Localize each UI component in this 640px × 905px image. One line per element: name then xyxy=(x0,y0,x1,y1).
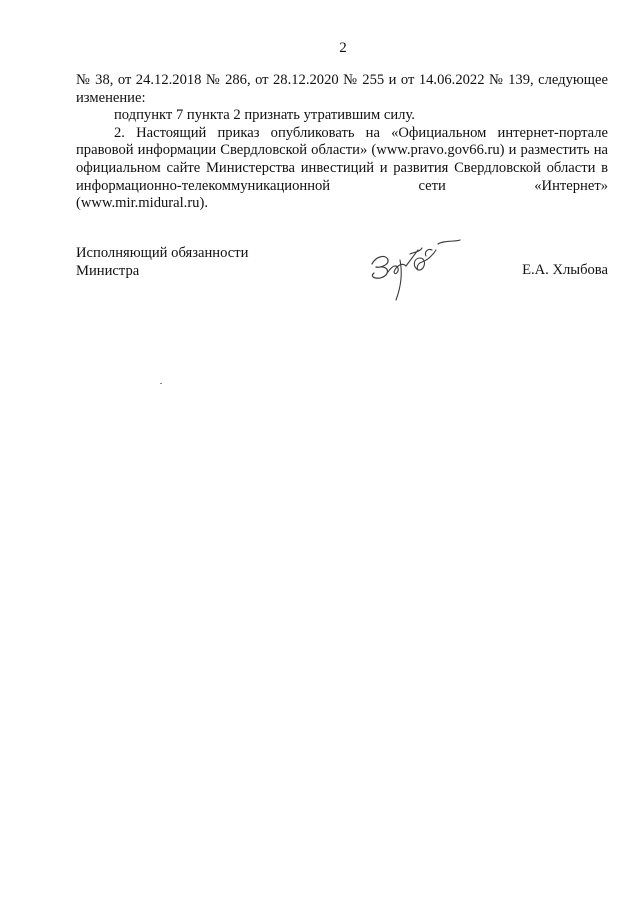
handwritten-signature xyxy=(362,236,472,306)
scan-speck xyxy=(160,383,162,384)
position-line-1: Исполняющий обязанности xyxy=(76,245,249,261)
paragraph-subitem: подпункт 7 пункта 2 признать утратившим силу. xyxy=(114,107,415,124)
document-body xyxy=(76,72,608,213)
paragraph-item-2: 2. Настоящий приказ опубликовать на «Официальном интернет-портале правовой информации Свердловской области» (www.pravo.gov66.ru) и разместить на официальном сайте Министерства инвестиций и развития Свердловской области в информационно-телекоммуникационной сети «Интернет» xyxy=(76,124,608,194)
paragraph-continuation: № 38, от 24.12.2018 № 286, от 28.12.2020 № 255 и от 14.06.2022 № 139, следующее изменение: xyxy=(76,72,608,106)
signatory-name: Е.А. Хлыбова xyxy=(522,262,608,278)
signatory-position xyxy=(76,244,248,280)
position-line-2: Министра xyxy=(76,263,140,279)
paragraph-item-2-end: (www.mir.midural.ru). xyxy=(76,195,208,212)
page-number: 2 xyxy=(339,40,347,56)
